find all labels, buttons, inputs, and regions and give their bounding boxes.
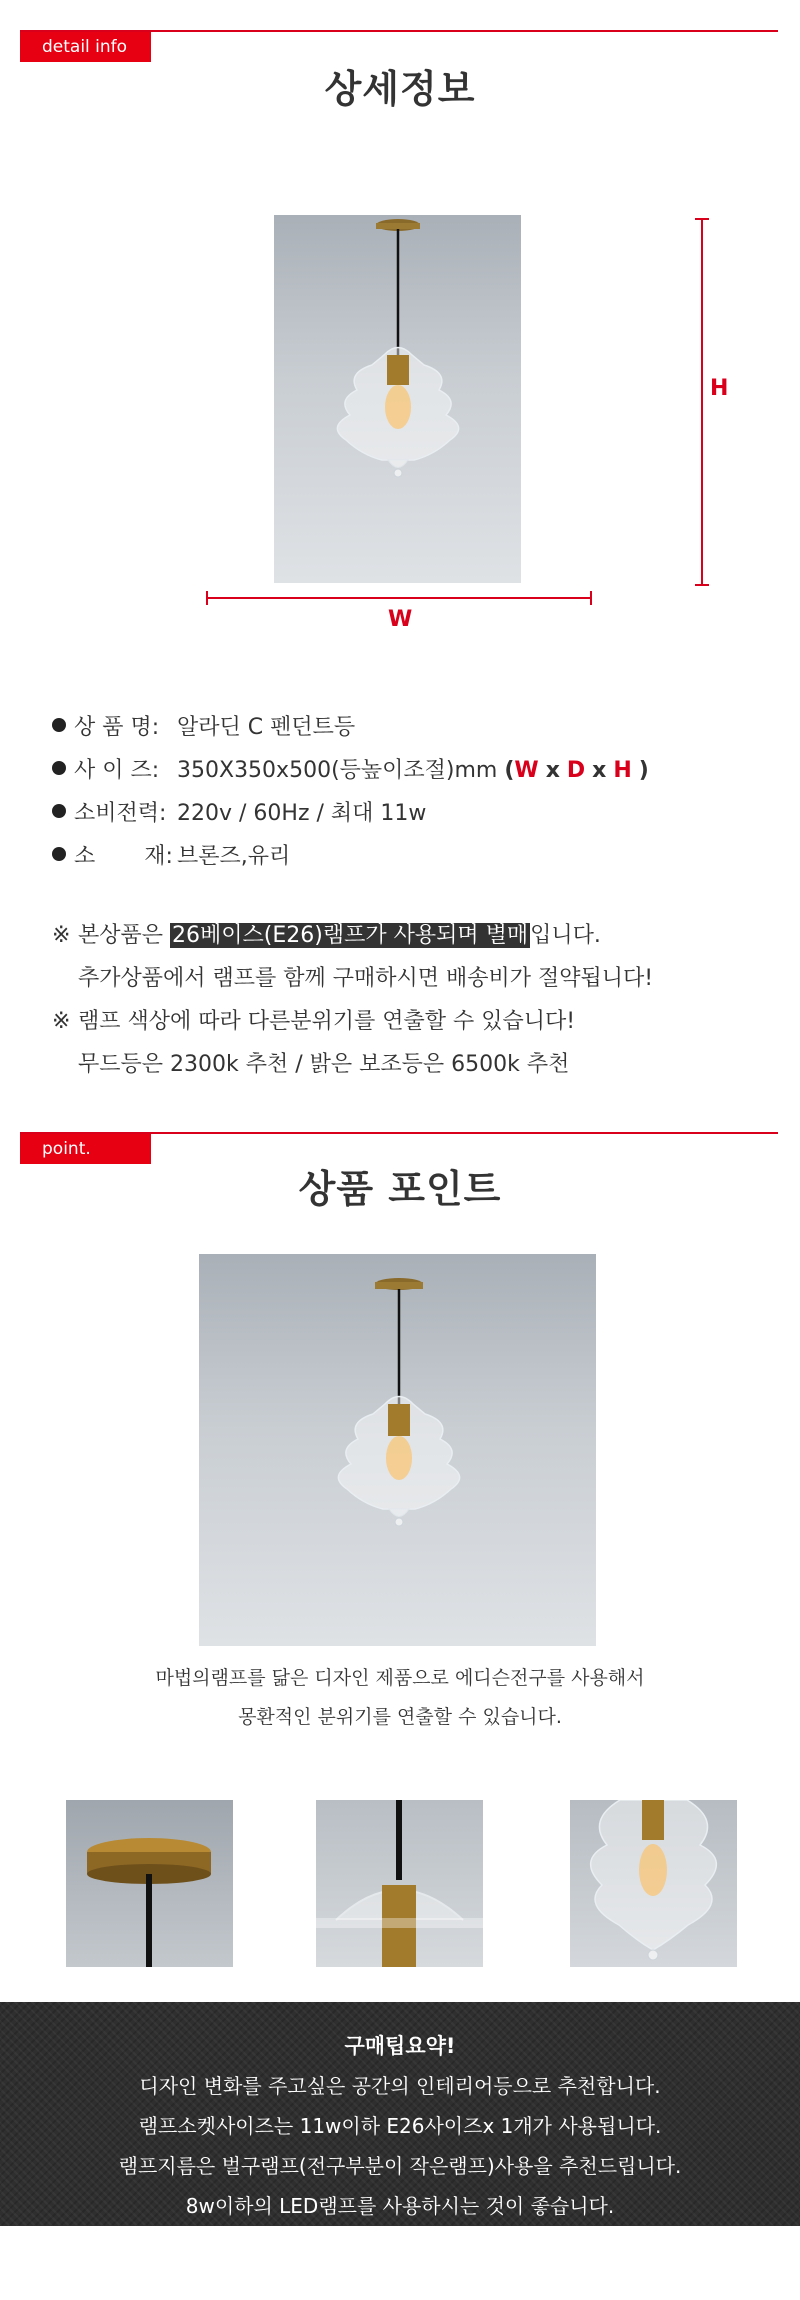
- point-caption-line1: 마법의램프를 닮은 디자인 제품으로 에디슨전구를 사용해서: [155, 1667, 645, 1689]
- product-photo-main: [274, 215, 521, 583]
- tips-line: 램프소켓사이즈는 11w이하 E26사이즈x 1개가 사용됩니다.: [138, 2114, 662, 2138]
- dim-w-right-tick: [590, 591, 592, 605]
- pendant-lamp-illustration: [274, 215, 521, 583]
- detail-info-tag: detail info: [20, 32, 151, 62]
- note-color-temperature: 무드등은 2300k 추천 / 밝은 보조등은 6500k 추천: [78, 1052, 570, 1077]
- spec-product-name: 상 품 명: 알라딘 C 펜던트등: [52, 710, 355, 741]
- pendant-lamp-illustration: [199, 1254, 596, 1646]
- tips-line: 램프지름은 벌구램프(전구부분이 작은램프)사용을 추천드립니다.: [118, 2154, 682, 2178]
- highlight-text: 26베이스(E26)램프가 사용되며 별매: [172, 923, 529, 948]
- point-title: 상품 포인트: [298, 1167, 502, 1211]
- tips-title: 구매팁요약!: [344, 2034, 456, 2058]
- point-tag: point.: [20, 1134, 151, 1164]
- bullet-icon: [52, 847, 66, 861]
- purchase-tips-panel: [0, 2002, 800, 2226]
- dim-w-label: W: [388, 607, 413, 632]
- spec-size: 사 이 즈: 350X350x500(등높이조절)mm (W x D x H ): [52, 753, 649, 784]
- note-shipping-tip: 추가상품에서 램프를 함께 구매하시면 배송비가 절약됩니다!: [78, 966, 654, 991]
- dim-h-label: H: [710, 376, 729, 401]
- dim-h-line: [701, 218, 703, 586]
- note-lamp-sold-separately: ※ 본상품은 26베이스(E26)램프가 사용되며 별매입니다.: [52, 923, 601, 948]
- tips-line: 8w이하의 LED램프를 사용하시는 것이 좋습니다.: [185, 2194, 615, 2218]
- dim-w-line: [206, 597, 592, 599]
- spec-power: 소비전력: 220v / 60Hz / 최대 11w: [52, 796, 426, 827]
- detail-thumb-glass: [570, 1800, 737, 1967]
- note-lamp-color: ※ 램프 색상에 따라 다른분위기를 연출할 수 있습니다!: [52, 1009, 576, 1034]
- spec-material: 소 재: 브론즈,유리: [52, 839, 290, 870]
- dim-h-bottom-tick: [695, 584, 709, 586]
- point-caption-line2: 몽환적인 분위기를 연출할 수 있습니다.: [238, 1706, 562, 1728]
- bullet-icon: [52, 804, 66, 818]
- canopy-icon: [66, 1800, 233, 1967]
- detail-thumb-canopy: [66, 1800, 233, 1967]
- glass-shade-icon: [570, 1800, 737, 1967]
- detail-title: 상세정보: [324, 67, 476, 111]
- product-photo-point: [199, 1254, 596, 1646]
- bullet-icon: [52, 718, 66, 732]
- tips-line: 디자인 변화를 주고싶은 공간의 인테리어등으로 추천합니다.: [139, 2074, 661, 2098]
- socket-icon: [316, 1800, 483, 1967]
- bullet-icon: [52, 761, 66, 775]
- detail-thumb-socket: [316, 1800, 483, 1967]
